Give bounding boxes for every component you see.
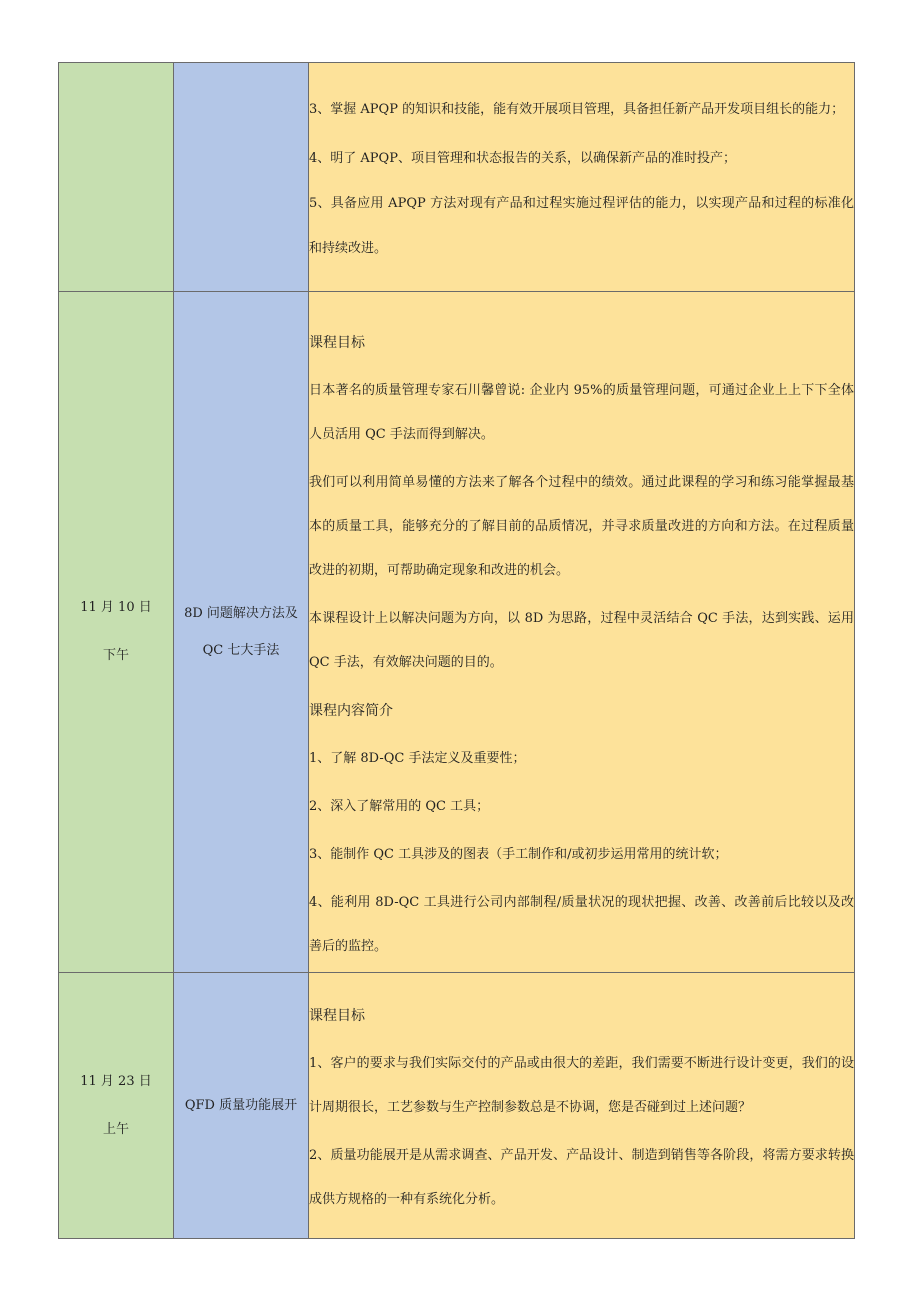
section-heading: 课程目标: [309, 335, 365, 351]
paragraph: 我们可以利用简单易懂的方法来了解各个过程中的绩效。通过此课程的学习和练习能掌握最基本的质量工具，能够充分的了解目前的品质情况，并寻求质量改进的方向和方法。在过程质量改进的初期，可帮助确定现象和改进的机会。: [309, 475, 854, 578]
section-heading: 课程目标: [309, 1007, 365, 1024]
content-cell: [309, 973, 855, 1239]
course-title: 8D 问题解决方法及 QC 七大手法: [184, 606, 298, 658]
section-heading: 课程内容简介: [309, 703, 393, 719]
date-cell: [59, 973, 174, 1239]
list-item: 4、能利用 8D-QC 工具进行公司内部制程/质量状况的现状把握、改善、改善前后比较以及改善后的监控。: [309, 895, 854, 954]
course-cell: [174, 63, 309, 292]
content-cell: [309, 292, 855, 973]
date-text: 11 月 10 日: [80, 600, 152, 615]
table-row: [59, 63, 855, 292]
date-cell: [59, 63, 174, 292]
list-item: 1、客户的要求与我们实际交付的产品或由很大的差距，我们需要不断进行设计变更，我们的设计周期很长，工艺参数与生产控制参数总是不协调，您是否碰到过上述问题？: [309, 1055, 854, 1115]
list-item: 3、掌握 APQP 的知识和技能，能有效开展项目管理，具备担任新产品开发项目组长的能力；: [309, 102, 845, 117]
list-item: 3、能制作 QC 工具涉及的图表（手工制作和/或初步运用常用的统计软；: [309, 847, 728, 862]
list-item: 5、具备应用 APQP 方法对现有产品和过程实施过程评估的能力，以实现产品和过程的标准化和持续改进。: [309, 196, 854, 256]
list-item: 1、了解 8D-QC 手法定义及重要性；: [309, 751, 526, 766]
table-row: [59, 973, 855, 1239]
list-item: 2、质量功能展开是从需求调查、产品开发、产品设计、制造到销售等各阶段，将需方要求转换成供方规格的一种有系统化分析。: [309, 1147, 854, 1207]
time-text: 下午: [102, 648, 129, 663]
date-cell: [59, 292, 174, 973]
paragraph: 日本著名的质量管理专家石川馨曾说: 企业内 95%的质量管理问题，可通过企业上上下下全体人员活用 QC 手法而得到解决。: [309, 383, 854, 442]
content-cell: [309, 63, 855, 292]
course-cell: [174, 973, 309, 1239]
course-cell: [174, 292, 309, 973]
list-item: 2、深入了解常用的 QC 工具；: [309, 799, 490, 814]
course-schedule-table: [58, 62, 855, 1239]
list-item: 4、明了 APQP、项目管理和状态报告的关系，以确保新产品的准时投产；: [309, 151, 736, 166]
date-text: 11 月 23 日: [80, 1073, 152, 1089]
time-text: 上午: [102, 1121, 129, 1137]
course-title: QFD 质量功能展开: [184, 1098, 298, 1113]
table-row: [59, 292, 855, 973]
paragraph: 本课程设计上以解决问题为方向，以 8D 为思路，过程中灵活结合 QC 手法，达到实践、运用 QC 手法，有效解决问题的目的。: [309, 611, 854, 670]
